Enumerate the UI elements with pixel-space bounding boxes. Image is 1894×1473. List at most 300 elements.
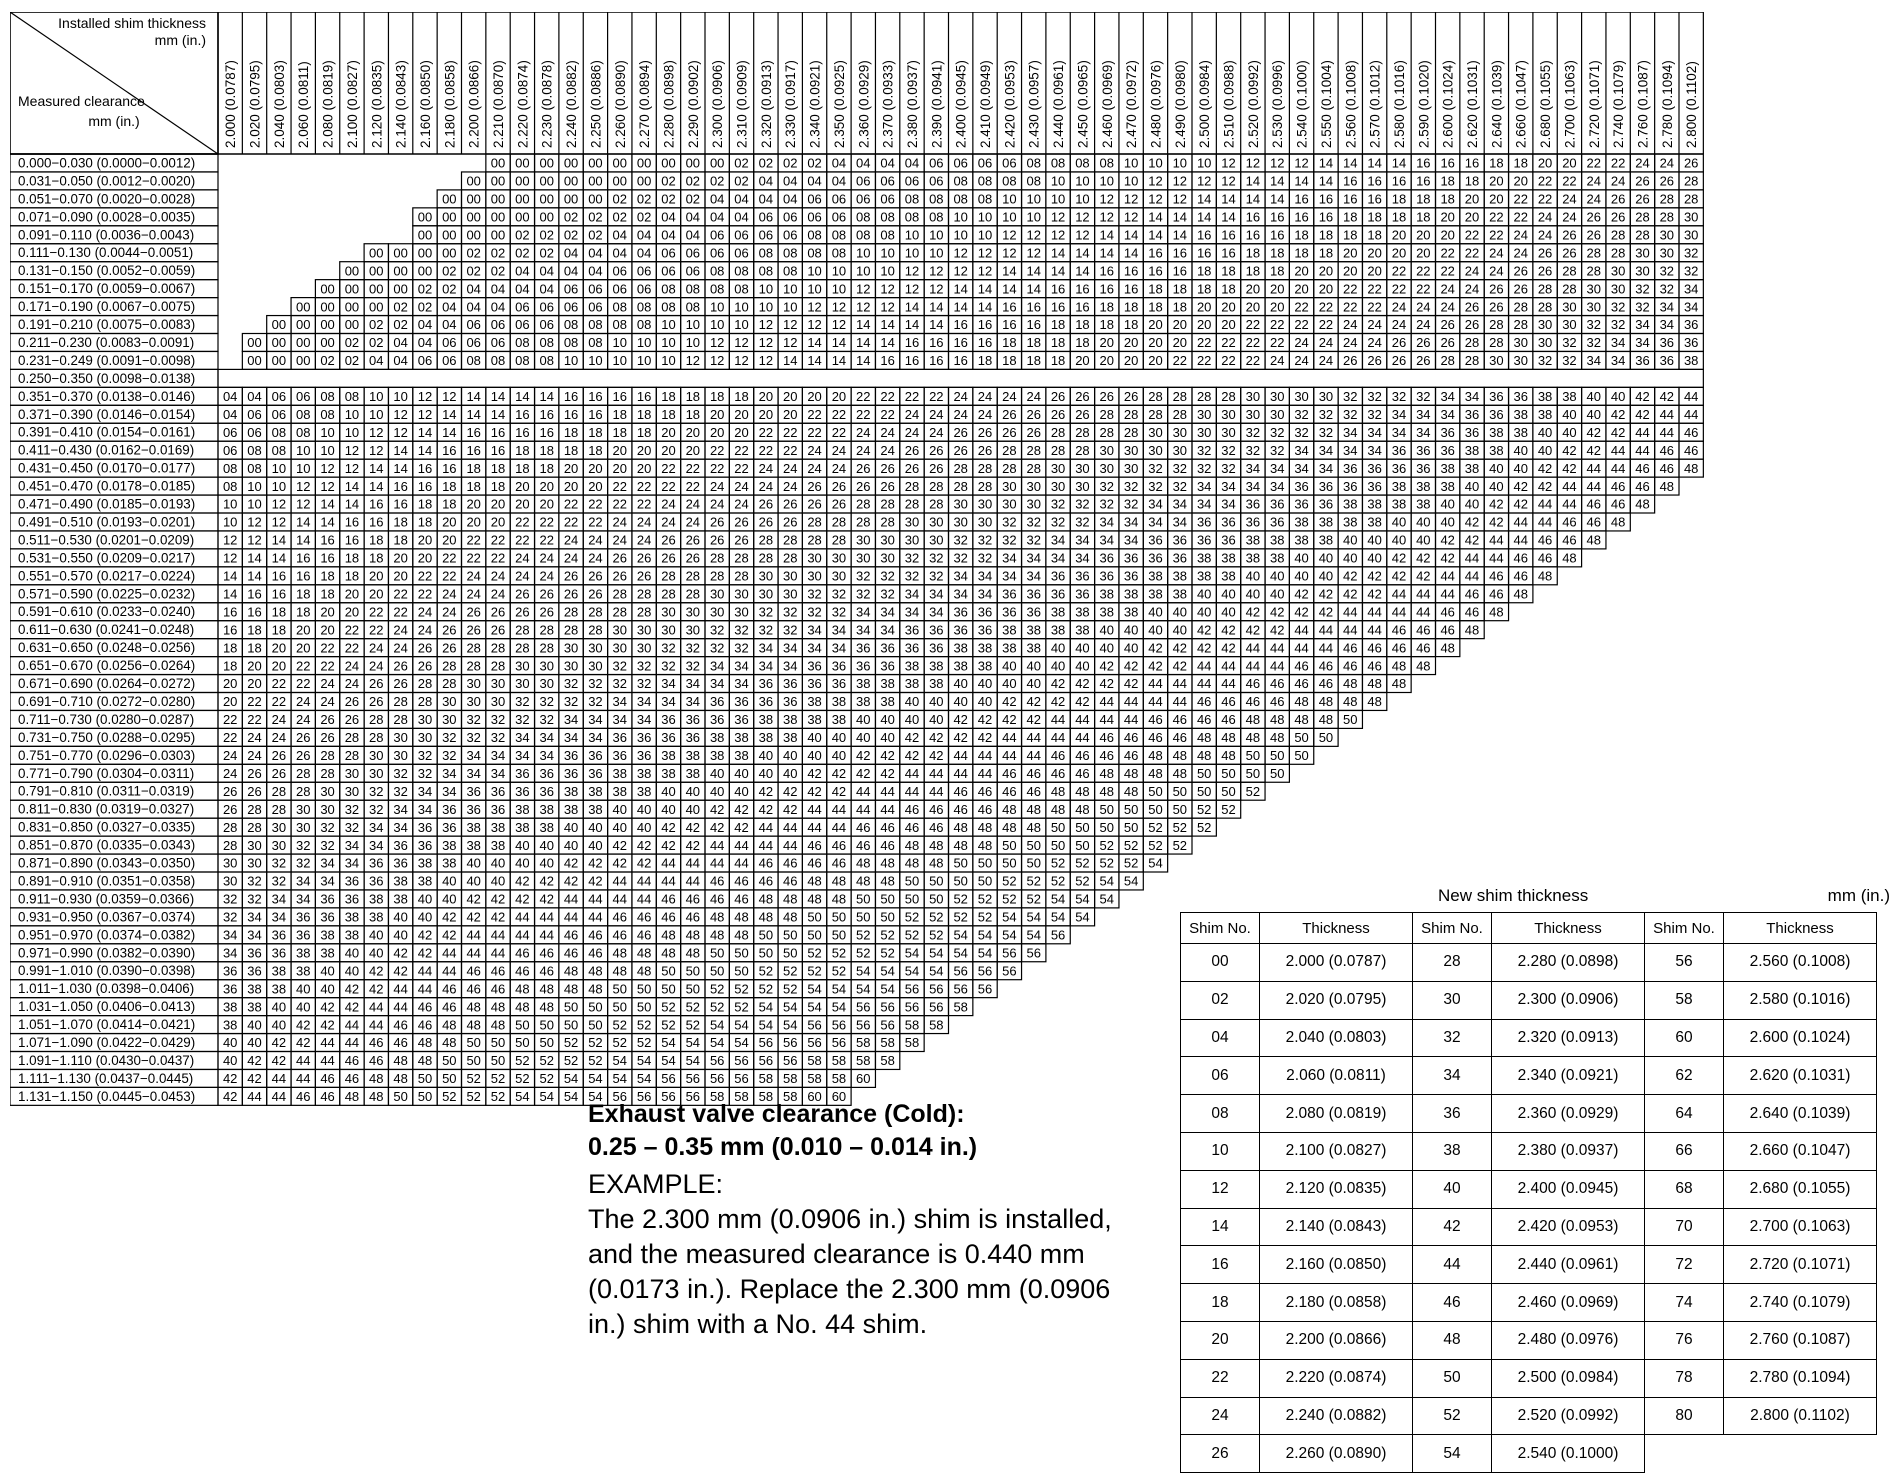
shim-cell-value: 08 (856, 210, 870, 225)
shim-cell-value: 24 (1416, 299, 1430, 314)
shim-cell-value: 40 (1513, 461, 1527, 476)
shim-cell-value: 10 (345, 425, 359, 440)
shim-cell-value: 54 (1124, 874, 1138, 889)
shim-cell-value: 12 (686, 353, 700, 368)
shim-cell-value: 26 (345, 712, 359, 727)
shim-cell-value: 00 (539, 174, 553, 189)
shim-cell-value: 32 (929, 551, 943, 566)
shim-cell-value: 20 (369, 569, 383, 584)
shim-cell-value: 16 (637, 389, 651, 404)
shim-cell-value: 50 (686, 963, 700, 978)
shim-cell-value: 34 (296, 892, 310, 907)
shim-cell-value: 36 (1221, 533, 1235, 548)
shim-cell-value: 14 (807, 335, 821, 350)
shim-cell-value: 12 (1221, 156, 1235, 171)
shim-cell-value: 36 (564, 766, 578, 781)
shim-cell-value: 06 (661, 263, 675, 278)
shim-cell-value: 42 (880, 748, 894, 763)
column-header: 2.020 (0.0795) (248, 60, 263, 148)
shim-cell-value: 24 (1538, 227, 1552, 242)
shim-cell-value: 32 (223, 910, 237, 925)
shim-cell-value: 24 (1587, 192, 1601, 207)
shim-cell-value: 36 (880, 658, 894, 673)
shim-cell-value: 08 (223, 461, 237, 476)
shim-cell-value: 24 (539, 569, 553, 584)
shim-cell-value: 44 (564, 892, 578, 907)
shim-cell-value: 40 (1392, 533, 1406, 548)
shim-cell-value: 06 (880, 174, 894, 189)
shim-cell-value: 28 (856, 497, 870, 512)
shim-cell-value: 24 (1489, 245, 1503, 260)
shim-cell-value: 36 (296, 910, 310, 925)
shim-cell-value: 42 (491, 910, 505, 925)
shim-cell-value: 24 (661, 515, 675, 530)
shim-cell-value: 44 (1489, 533, 1503, 548)
shim-cell-value: 40 (613, 820, 627, 835)
shim-cell-value: 42 (734, 820, 748, 835)
shim-cell-value: 08 (466, 353, 480, 368)
shim-cell-value: 24 (1392, 317, 1406, 332)
shim-cell-value: 50 (613, 981, 627, 996)
shim-cell-value: 08 (223, 479, 237, 494)
shim-cell-value: 32 (223, 892, 237, 907)
shim-cell-value: 32 (1343, 389, 1357, 404)
shim-cell-value: 44 (661, 856, 675, 871)
shim-cell-value: 48 (929, 838, 943, 853)
shim-cell-value: 42 (1465, 515, 1479, 530)
shim-cell-value: 50 (1197, 766, 1211, 781)
shim-cell-value: 46 (1562, 515, 1576, 530)
shim-cell-value: 08 (1002, 174, 1016, 189)
column-header: 2.570 (0.1012) (1368, 60, 1383, 148)
shim-cell-value: 44 (880, 784, 894, 799)
shim-cell-value: 46 (759, 874, 773, 889)
shim-cell-value: 22 (880, 389, 894, 404)
shim-cell-value: 34 (1343, 443, 1357, 458)
shim-cell-value: 48 (1684, 461, 1698, 476)
shim-cell-value: 12 (1124, 210, 1138, 225)
shim-cell-value: 26 (978, 425, 992, 440)
shim-cell-value: 48 (905, 838, 919, 853)
shim-cell-value: 36 (1367, 479, 1381, 494)
row-label: 0.651−0.670 (0.0256−0.0264) (18, 658, 195, 673)
shim-cell-value: 34 (905, 586, 919, 601)
shim-cell-value: 56 (807, 1017, 821, 1032)
shim-cell-value: 26 (272, 748, 286, 763)
shim-cell-value: 28 (1026, 461, 1040, 476)
shim-cell-value: 32 (1367, 389, 1381, 404)
shim-cell-value: 46 (1416, 622, 1430, 637)
shim-cell-value: 38 (929, 658, 943, 673)
shim-cell-value: 46 (1684, 443, 1698, 458)
shim-cell-value: 18 (1221, 263, 1235, 278)
shim-cell-value: 14 (1173, 210, 1187, 225)
shim-cell-value: 48 (539, 999, 553, 1014)
shim-cell-value: 50 (1294, 748, 1308, 763)
shim-cell-value: 20 (369, 586, 383, 601)
shim-cell-value: 42 (369, 963, 383, 978)
shim-cell-value: 18 (661, 407, 675, 422)
shim-cell-value: 38 (1489, 443, 1503, 458)
shim-cell-value: 48 (1124, 784, 1138, 799)
shim-cell-value: 32 (1002, 533, 1016, 548)
shim-cell-value: 16 (1026, 317, 1040, 332)
shim-cell-value: 50 (1075, 838, 1089, 853)
shim-cell-value: 40 (1294, 551, 1308, 566)
shim-cell-value: 24 (1294, 335, 1308, 350)
shim-cell-value: 00 (442, 210, 456, 225)
shim-cell-value: 22 (807, 407, 821, 422)
shim-cell-value: 16 (466, 443, 480, 458)
shim-cell-value: 26 (856, 461, 870, 476)
shim-cell-value: 50 (783, 928, 797, 943)
shim-cell-value: 36 (856, 640, 870, 655)
shim-cell-value: 22 (539, 515, 553, 530)
shim-cell-value: 44 (442, 963, 456, 978)
shim-cell-value: 44 (1294, 622, 1308, 637)
shim-cell-value: 16 (1367, 174, 1381, 189)
shim-cell-value: 38 (491, 820, 505, 835)
shim-cell-value: 50 (710, 963, 724, 978)
shim-cell-value: 34 (856, 604, 870, 619)
shim-cell-value: 00 (345, 263, 359, 278)
shim-cell-value: 42 (1416, 551, 1430, 566)
shim-cell-value: 50 (734, 963, 748, 978)
shim-cell-value: 52 (807, 945, 821, 960)
shim-cell-value: 14 (393, 461, 407, 476)
shim-cell-value: 38 (466, 820, 480, 835)
shim-cell-value: 34 (1294, 443, 1308, 458)
shim-cell-value: 28 (637, 604, 651, 619)
shim-cell-value: 14 (856, 317, 870, 332)
shim-cell-value: 18 (223, 640, 237, 655)
shim-cell-value: 38 (1026, 622, 1040, 637)
shim-cell-value: 48 (710, 928, 724, 943)
shim-cell-value: 16 (564, 389, 578, 404)
shim-cell-value: 38 (1538, 407, 1552, 422)
shim-cell-value: 26 (929, 461, 943, 476)
shim-cell-value: 30 (1660, 245, 1674, 260)
shim-cell-value: 08 (734, 281, 748, 296)
shim-cell-value: 28 (296, 784, 310, 799)
shim-cell-value: 36 (296, 928, 310, 943)
shim-cell-value: 40 (783, 748, 797, 763)
shim-cell-value: 34 (1197, 479, 1211, 494)
shim-cell-value: 24 (1513, 245, 1527, 260)
shim-cell-value: 38 (320, 945, 334, 960)
shim-cell-value: 42 (369, 981, 383, 996)
column-header: 2.720 (0.1071) (1587, 60, 1602, 148)
shim-cell-value: 42 (1367, 569, 1381, 584)
shim-cell-value: 24 (1343, 335, 1357, 350)
shim-cell-value: 10 (223, 515, 237, 530)
shim-cell-value: 38 (905, 658, 919, 673)
shim-cell-value: 36 (613, 748, 627, 763)
shim-cell-value: 26 (880, 461, 894, 476)
shim-cell-value: 10 (1002, 210, 1016, 225)
shim-cell-value: 08 (832, 227, 846, 242)
shim-cell-value: 46 (613, 928, 627, 943)
shim-cell-value: 48 (978, 820, 992, 835)
shim-cell-value: 36 (247, 963, 261, 978)
shim-cell-value: 04 (880, 156, 894, 171)
shim-cell-value: 04 (661, 210, 675, 225)
shim-cell-value: 30 (637, 622, 651, 637)
shim-cell-value: 40 (1343, 533, 1357, 548)
shim-cell-value: 06 (686, 245, 700, 260)
shim-cell-value: 44 (466, 945, 480, 960)
row-label: 0.431−0.450 (0.0170−0.0177) (18, 461, 195, 476)
shim-cell-value: 22 (880, 407, 894, 422)
shim-cell-value: 24 (466, 569, 480, 584)
shim-cell-value: 10 (807, 281, 821, 296)
shim-cell-value: 38 (1246, 551, 1260, 566)
shim-cell-value: 42 (442, 910, 456, 925)
shim-cell-value: 22 (856, 407, 870, 422)
shim-cell-value: 12 (783, 317, 797, 332)
shim-cell-value: 40 (247, 1017, 261, 1032)
shim-cell-value: 08 (905, 192, 919, 207)
shim-cell-value: 16 (1392, 174, 1406, 189)
shim-cell-value: 44 (1513, 533, 1527, 548)
shim-cell-value: 14 (539, 389, 553, 404)
shim-cell-value: 26 (734, 515, 748, 530)
shim-cell-value: 48 (856, 856, 870, 871)
shim-cell-value: 26 (1075, 389, 1089, 404)
shim-cell-value: 04 (515, 263, 529, 278)
shim-cell-value: 38 (345, 910, 359, 925)
shim-cell-value: 34 (807, 640, 821, 655)
shim-cell-value: 08 (978, 174, 992, 189)
shim-cell-value: 50 (539, 1035, 553, 1050)
shim-cell-value: 24 (734, 497, 748, 512)
shim-cell-value: 18 (393, 533, 407, 548)
shim-cell-value: 50 (564, 1017, 578, 1032)
shim-cell-value: 32 (272, 856, 286, 871)
shim-cell-value: 46 (1635, 479, 1649, 494)
shim-cell-value: 30 (1197, 425, 1211, 440)
shim-cell-value: 16 (1173, 245, 1187, 260)
shim-cell-value: 38 (953, 658, 967, 673)
shim-cell-value: 26 (296, 730, 310, 745)
shim-cell-value: 06 (856, 192, 870, 207)
shim-cell-value: 32 (637, 658, 651, 673)
shim-cell-value: 46 (807, 856, 821, 871)
shim-cell-value: 24 (296, 712, 310, 727)
shim-cell-value: 44 (1538, 515, 1552, 530)
installed-shim-label: Installed shim thickness (58, 15, 206, 31)
shim-cell-value: 18 (1513, 156, 1527, 171)
shim-cell-value: 34 (442, 766, 456, 781)
shim-cell-value: 38 (442, 856, 456, 871)
shim-cell-value: 34 (515, 730, 529, 745)
shim-cell-value: 18 (247, 640, 261, 655)
shim-cell-value: 38 (1367, 515, 1381, 530)
column-header: 2.060 (0.0811) (296, 61, 311, 148)
shim-cell-value: 24 (1270, 353, 1284, 368)
shim-cell-value: 30 (686, 604, 700, 619)
shim-cell-value: 06 (929, 174, 943, 189)
column-header: 2.580 (0.1016) (1392, 60, 1407, 148)
shim-cell-value: 34 (1416, 407, 1430, 422)
shim-cell-value: 08 (588, 317, 602, 332)
shim-cell-value: 30 (880, 551, 894, 566)
shim-cell-value: 08 (880, 227, 894, 242)
shim-cell-value: 28 (1440, 353, 1454, 368)
shim-cell-value: 26 (734, 533, 748, 548)
shim-cell-value: 24 (637, 515, 651, 530)
shim-cell-value: 36 (393, 838, 407, 853)
shim-cell-value: 16 (223, 622, 237, 637)
shim-cell-value: 34 (832, 622, 846, 637)
shim-cell-value: 00 (393, 281, 407, 296)
shim-cell-value: 34 (1611, 335, 1625, 350)
shim-cell-value: 12 (832, 299, 846, 314)
shim-cell-value: 38 (759, 712, 773, 727)
shim-cell-value: 42 (393, 963, 407, 978)
shim-cell-value: 34 (1660, 317, 1674, 332)
shim-cell-value: 34 (1100, 533, 1114, 548)
shim-cell-value: 26 (588, 586, 602, 601)
shim-cell-value: 22 (1440, 263, 1454, 278)
shim-cell-value: 34 (686, 676, 700, 691)
shim-cell-value: 22 (223, 730, 237, 745)
shim-cell-value: 10 (661, 317, 675, 332)
shim-cell-value: 50 (905, 874, 919, 889)
shim-cell-value: 52 (710, 999, 724, 1014)
shim-cell-value: 26 (515, 604, 529, 619)
shim-cell-value: 44 (856, 802, 870, 817)
shim-cell-value: 18 (1197, 281, 1211, 296)
shim-cell-value: 26 (613, 551, 627, 566)
shim-cell-value: 20 (1197, 317, 1211, 332)
shim-cell-value: 48 (1026, 802, 1040, 817)
shim-cell-value: 26 (1002, 407, 1016, 422)
shim-cell-value: 16 (1319, 192, 1333, 207)
shim-cell-value: 50 (1100, 820, 1114, 835)
shim-cell-value: 56 (1051, 928, 1065, 943)
shim-cell-value: 30 (1002, 497, 1016, 512)
shim-cell-value: 42 (1660, 389, 1674, 404)
shim-cell-value: 30 (1026, 479, 1040, 494)
shim-cell-value: 52 (856, 945, 870, 960)
shim-cell-value: 48 (686, 945, 700, 960)
shim-cell-value: 34 (1684, 281, 1698, 296)
shim-cell-value: 10 (247, 479, 261, 494)
shim-cell-value: 30 (247, 838, 261, 853)
shim-cell-value: 14 (491, 389, 505, 404)
shim-cell-value: 14 (247, 551, 261, 566)
shim-cell-value: 18 (296, 586, 310, 601)
shim-cell-value: 22 (1587, 156, 1601, 171)
shim-cell-value: 44 (1684, 407, 1698, 422)
shim-cell-value: 34 (1392, 425, 1406, 440)
shim-cell-value: 16 (613, 389, 627, 404)
shim-cell-value: 34 (345, 856, 359, 871)
shim-cell-value: 56 (953, 981, 967, 996)
shim-cell-value: 36 (1173, 551, 1187, 566)
shim-cell-value: 50 (1173, 802, 1187, 817)
shim-cell-value: 14 (1270, 174, 1284, 189)
shim-cell-value: 36 (1465, 407, 1479, 422)
measured-clearance-label: Measured clearance (18, 93, 145, 109)
shim-cell-value: 22 (637, 497, 651, 512)
shim-cell-value: 22 (613, 479, 627, 494)
shim-cell-value: 08 (588, 335, 602, 350)
shim-cell-value: 38 (515, 802, 529, 817)
shim-cell-value: 42 (1148, 640, 1162, 655)
shim-cell-value: 22 (613, 497, 627, 512)
shim-cell-value: 22 (1538, 192, 1552, 207)
column-header: 2.000 (0.0787) (223, 60, 238, 148)
shim-cell-value: 14 (418, 443, 432, 458)
shim-cell-value: 30 (807, 569, 821, 584)
shim-cell-value: 26 (661, 533, 675, 548)
shim-cell-value: 42 (710, 802, 724, 817)
shim-cell-value: 46 (1075, 748, 1089, 763)
shim-cell-value: 44 (1538, 497, 1552, 512)
shim-cell-value: 38 (929, 676, 943, 691)
shim-cell-value: 46 (1294, 676, 1308, 691)
shim-cell-value: 34 (1465, 389, 1479, 404)
shim-cell-value: 02 (783, 156, 797, 171)
shim-cell-value: 00 (369, 263, 383, 278)
shim-cell-value: 32 (686, 640, 700, 655)
shim-cell-value: 44 (1562, 497, 1576, 512)
shim-cell-value: 18 (1294, 245, 1308, 260)
shim-cell-value: 44 (1465, 551, 1479, 566)
shim-cell-value: 20 (1173, 317, 1187, 332)
shim-cell-value: 42 (661, 838, 675, 853)
shim-cell-value: 48 (1197, 730, 1211, 745)
shim-cell-value: 04 (734, 210, 748, 225)
shim-cell-value: 48 (491, 1017, 505, 1032)
shim-cell-value: 48 (1270, 712, 1284, 727)
shim-cell-value: 16 (418, 479, 432, 494)
shim-cell-value: 06 (223, 425, 237, 440)
shim-cell-value: 14 (296, 533, 310, 548)
row-label: 0.791−0.810 (0.0311−0.0319) (18, 784, 194, 799)
shim-cell-value: 10 (1124, 156, 1138, 171)
shim-cell-value: 28 (1538, 281, 1552, 296)
shim-cell-value: 10 (759, 299, 773, 314)
shim-cell-value: 46 (1660, 461, 1674, 476)
shim-cell-value: 32 (564, 676, 578, 691)
shim-cell-value: 38 (1100, 604, 1114, 619)
shim-cell-value: 44 (832, 802, 846, 817)
shim-cell-value: 54 (953, 928, 967, 943)
shim-cell-value: 24 (1343, 317, 1357, 332)
shim-cell-value: 24 (710, 479, 724, 494)
shim-cell-value: 36 (929, 622, 943, 637)
shim-cell-value: 20 (783, 407, 797, 422)
shim-cell-value: 44 (661, 874, 675, 889)
shim-cell-value: 26 (856, 479, 870, 494)
shim-cell-value: 24 (1440, 281, 1454, 296)
shim-cell-value: 20 (1246, 281, 1260, 296)
shim-cell-value: 28 (613, 586, 627, 601)
shim-cell-value: 22 (686, 461, 700, 476)
shim-cell-value: 30 (1075, 479, 1089, 494)
shim-cell-value: 30 (564, 640, 578, 655)
shim-cell-value: 52 (1075, 874, 1089, 889)
shim-cell-value: 04 (223, 407, 237, 422)
shim-cell-value: 36 (1513, 389, 1527, 404)
shim-cell-value: 26 (247, 784, 261, 799)
shim-cell-value: 28 (515, 640, 529, 655)
shim-cell-value: 32 (393, 766, 407, 781)
shim-cell-value: 14 (1221, 210, 1235, 225)
